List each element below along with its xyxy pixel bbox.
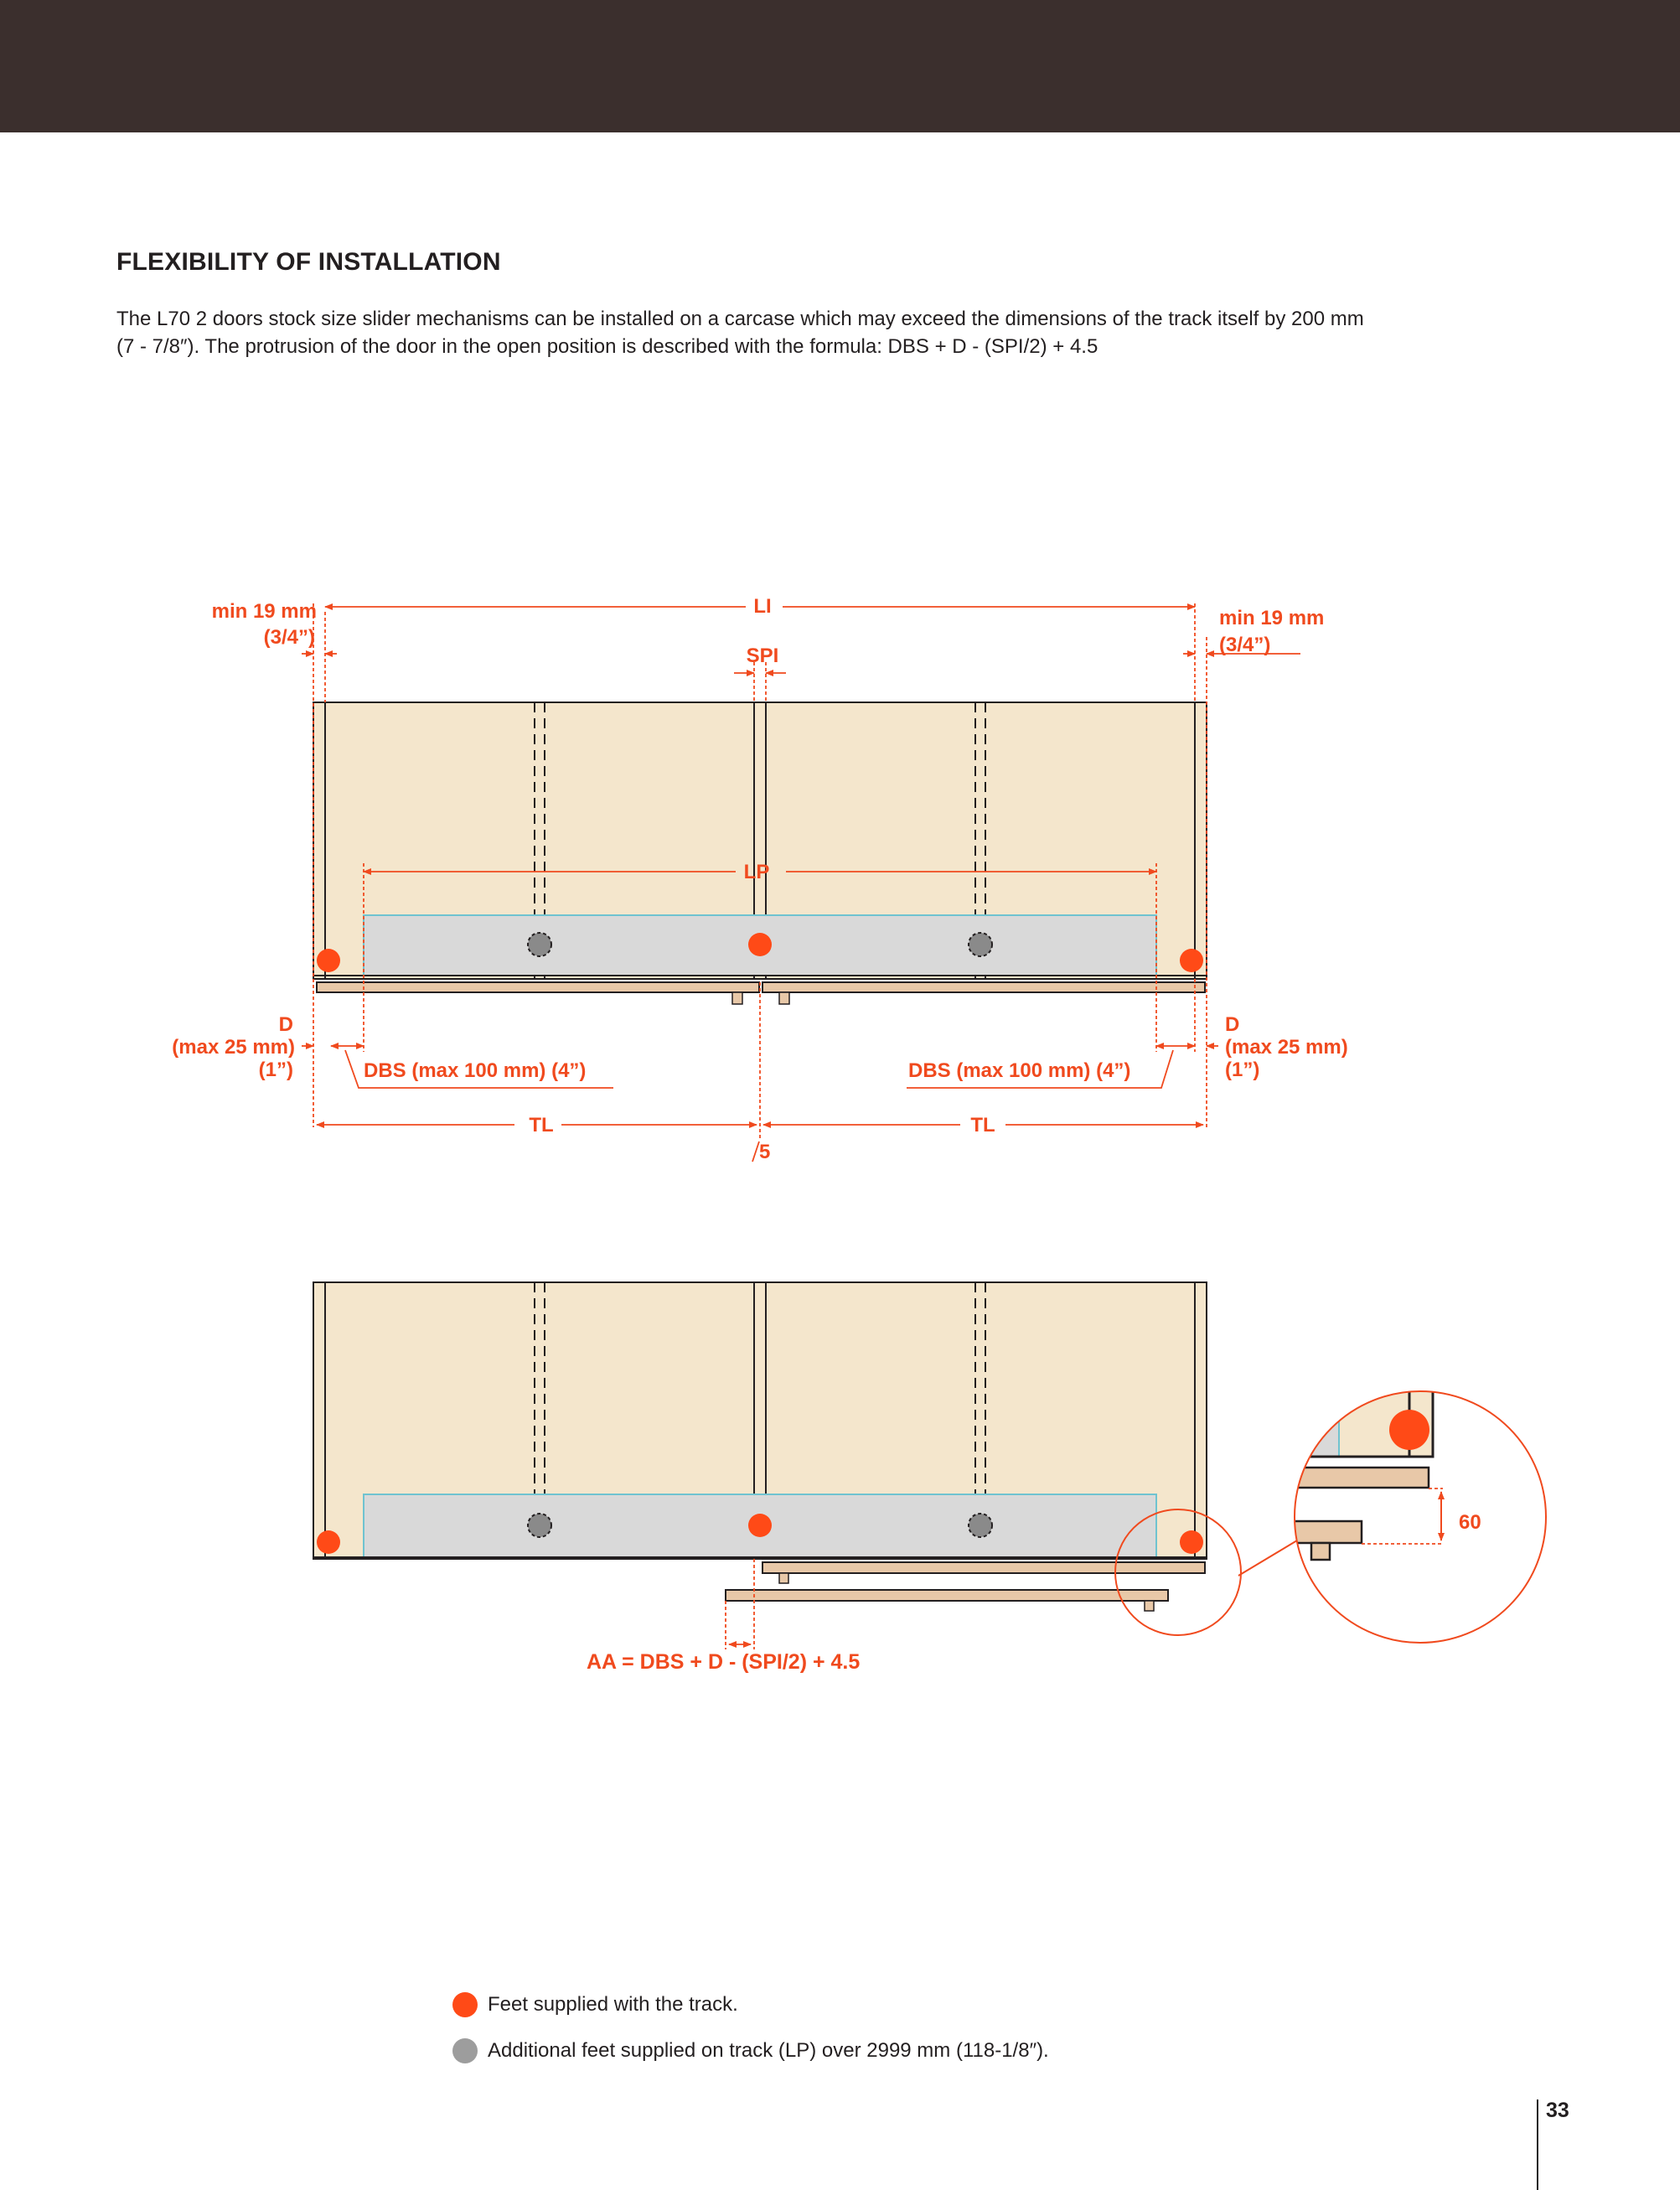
page-number: 33 — [1546, 2099, 1569, 2122]
detail-value-label: 60 — [1459, 1511, 1481, 1534]
min-right-label-2: (3/4”) — [1219, 634, 1271, 656]
foot-grey-right — [969, 933, 992, 956]
right-side-panel — [1195, 702, 1207, 979]
door-front-open — [762, 1562, 1205, 1573]
li-label: LI — [753, 595, 772, 618]
d-right-label-3: (1”) — [1225, 1059, 1260, 1081]
foot-grey-left — [528, 933, 551, 956]
tl-right-label: TL — [970, 1114, 995, 1136]
spi-label: SPI — [746, 645, 779, 667]
d-left-label-2: (max 25 mm) — [172, 1036, 295, 1059]
d-left-label-3: (1”) — [258, 1059, 293, 1081]
page-number-rule — [1537, 2099, 1538, 2190]
legend-label-additional-feet: Additional feet supplied on track (LP) over 2999 mm (118-1/8″). — [488, 2039, 1049, 2062]
legend-item-additional-feet — [452, 2038, 1049, 2063]
dbs-left-label: DBS (max 100 mm) (4”) — [364, 1059, 587, 1082]
intro-line-1: The L70 2 doors stock size slider mechanisms can be installed on a carcase which may exceed the dimensions of the track itself by 200 mm — [116, 308, 1364, 330]
top-diagram — [172, 595, 1347, 1163]
aa-formula: AA = DBS + D - (SPI/2) + 4.5 — [587, 1650, 861, 1674]
foot-orange-left — [317, 949, 340, 972]
door-left-top — [317, 982, 759, 992]
bottom-diagram — [313, 1282, 1575, 1674]
orange-foot-icon — [452, 1992, 478, 2017]
lp-label: LP — [743, 861, 770, 883]
min-left-label-1: min 19 mm — [211, 600, 317, 623]
d-right-label-2: (max 25 mm) — [1225, 1036, 1348, 1059]
door-right-top — [762, 982, 1205, 992]
section-title: FLEXIBILITY OF INSTALLATION — [116, 248, 501, 276]
dbs-right-label: DBS (max 100 mm) (4”) — [908, 1059, 1131, 1082]
tl-left-label: TL — [529, 1114, 554, 1136]
legend-item-feet-supplied — [452, 1992, 738, 2017]
foot-orange-right — [1180, 949, 1203, 972]
min-left-label-2: (3/4”) — [263, 626, 315, 649]
d-left-label-1: D — [278, 1013, 293, 1036]
left-side-panel — [313, 702, 325, 979]
d-right-label-1: D — [1225, 1013, 1240, 1036]
detail-zoom — [1248, 1383, 1575, 1659]
legend-label-feet-supplied: Feet supplied with the track. — [488, 1993, 738, 2016]
grey-foot-icon — [452, 2038, 478, 2063]
door-back-open — [726, 1590, 1168, 1601]
foot-orange-center — [748, 933, 772, 956]
gap-label: 5 — [759, 1141, 771, 1163]
intro-line-2: (7 - 7/8″). The protrusion of the door in the open position is described with the formula: DBS + D - (SPI/2) + 4.5 — [116, 335, 1098, 358]
min-right-label-1: min 19 mm — [1219, 607, 1325, 629]
